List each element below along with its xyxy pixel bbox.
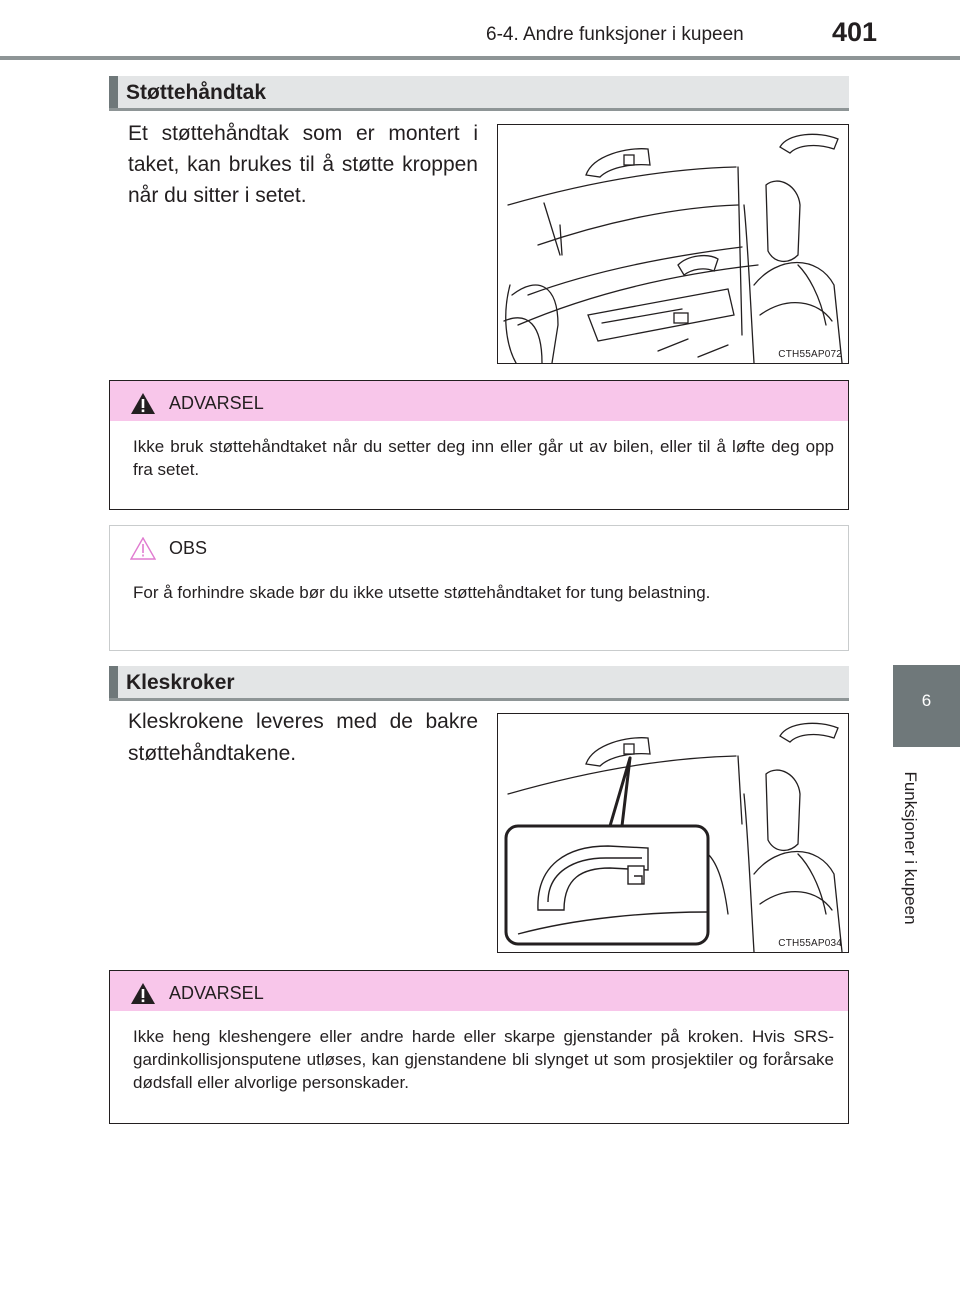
- section-accent: [109, 666, 118, 698]
- section-accent: [109, 76, 118, 108]
- caution-triangle-icon: [130, 537, 156, 560]
- section-body-text: Et støttehåndtak som er montert i taket, kan brukes til å støtte kroppen når du sitter i setet.: [128, 122, 478, 207]
- figure-coat-hooks: [497, 713, 849, 953]
- chapter-label-text: Funksjoner i kupeen: [901, 771, 920, 925]
- warning-header: [110, 381, 848, 421]
- chapter-number: 6: [921, 691, 932, 710]
- page-number: 401: [832, 17, 878, 47]
- caution-box: [109, 525, 849, 651]
- section-body-text: Kleskrokene leveres med de bakre støttehåndtakene.: [128, 710, 478, 765]
- warning-box-coat-hooks: [109, 970, 849, 1124]
- warning-title: ADVARSEL: [169, 983, 264, 1003]
- warning-text: Ikke bruk støttehåndtaket når du setter deg inn eller går ut av bilen, eller til å løfte deg opp fra setet.: [110, 421, 848, 509]
- chapter-tab: [893, 665, 960, 747]
- section-title: Støttehåndtak: [126, 81, 267, 104]
- section-title: Kleskroker: [126, 671, 235, 694]
- warning-text: Ikke heng kleshengere eller andre harde eller skarpe gjenstander på kroken. Hvis SRS-gardinkollisjonsputene utløses, kan gjenstandene bli slynget ut som prosjektiler og forårsake dødsfall eller alvorlige personskader.: [110, 1011, 848, 1123]
- header-rule: [0, 56, 960, 60]
- warning-title: ADVARSEL: [169, 393, 264, 413]
- figure-code: CTH55AP072: [778, 349, 842, 360]
- coat-hook-illustration: [498, 714, 849, 953]
- warning-header: [110, 971, 848, 1011]
- caution-text: For å forhindre skade bør du ikke utsette støttehåndtaket for tung belastning.: [133, 583, 711, 602]
- warning-triangle-icon: [130, 392, 156, 415]
- car-interior-illustration: [498, 125, 849, 364]
- running-header: 6-4. Andre funksjoner i kupeen: [486, 24, 744, 45]
- figure-code: CTH55AP034: [778, 938, 842, 949]
- caution-header: [110, 526, 848, 568]
- figure-assist-grip: [497, 124, 849, 364]
- section-header-coat-hooks: [109, 666, 849, 701]
- warning-box-assist-grip: [109, 380, 849, 510]
- warning-triangle-icon: [130, 982, 156, 1005]
- chapter-label: [888, 757, 932, 939]
- caution-title: OBS: [169, 538, 208, 558]
- section-header-assist-grip: [109, 76, 849, 111]
